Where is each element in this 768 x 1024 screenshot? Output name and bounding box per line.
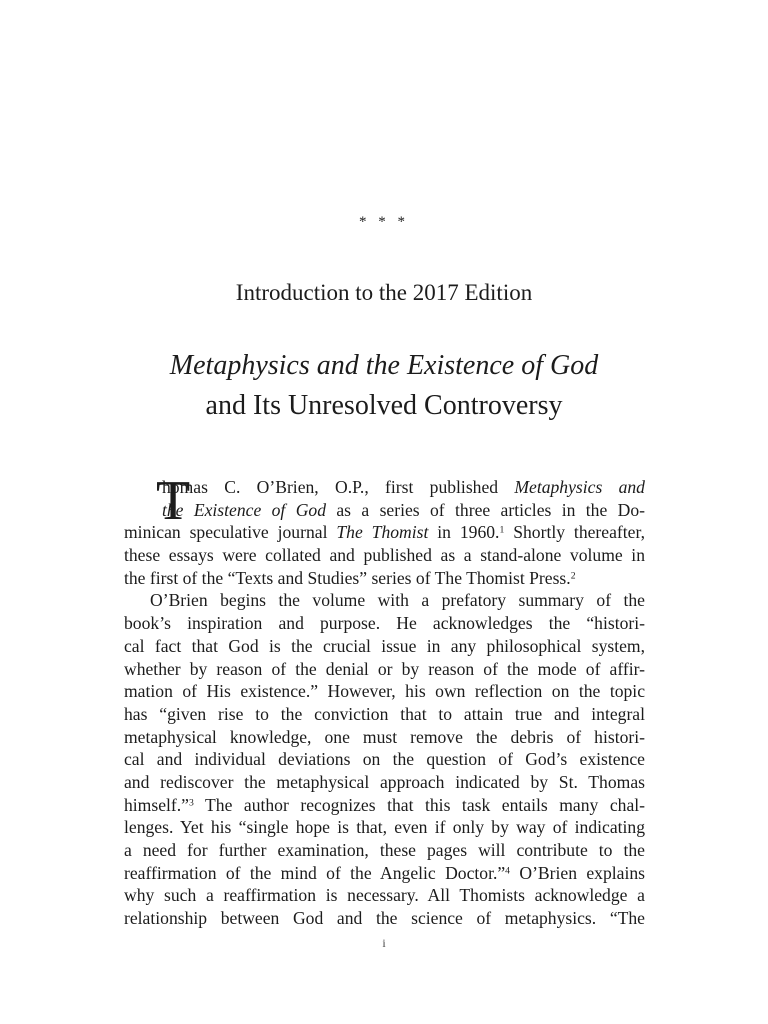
text-line: book’s inspiration and purpose. He acknowledges the “histori- xyxy=(124,613,645,634)
text-line: O’Brien begins the volume with a prefatory summary of the xyxy=(150,590,645,611)
footnote-ref: 2 xyxy=(570,570,576,582)
text-line: a need for further examination, these pages will contribute to the xyxy=(124,840,645,860)
chapter-title-line-2: and Its Unresolved Controversy xyxy=(205,390,563,421)
text-line: and rediscover the metaphysical approach indicated by St. Thomas xyxy=(124,771,645,792)
paragraph-2 xyxy=(124,589,645,929)
chapter-title-line-1: Metaphysics and the Existence of God xyxy=(169,350,599,381)
drop-cap: T xyxy=(156,470,191,532)
text-line: metaphysical knowledge, one must remove the debris of histori- xyxy=(124,726,645,747)
footnote-ref: 3 xyxy=(188,797,194,809)
text-line: has “given rise to the conviction that to attain true and integral xyxy=(124,703,645,724)
text-line: these essays were collated and published as a stand-alone volume in xyxy=(124,545,645,566)
section-kicker: Introduction to the 2017 Edition xyxy=(235,280,533,305)
text-line: the first of the “Texts and Studies” series of The Thomist Press.$^2$ xyxy=(124,567,576,588)
text-line: homas C. O’Brien, O.P., first published Metaphysics and xyxy=(162,477,645,497)
page-number: i xyxy=(382,936,386,950)
text-line: relationship between God and the science of metaphysics. “The xyxy=(124,908,645,929)
text-line: why such a reaffirmation is necessary. All Thomists acknowledge a xyxy=(124,885,645,906)
paragraph-1 xyxy=(124,470,646,589)
text-line: lenges. Yet his “single hope is that, even if only by way of indicating xyxy=(124,817,645,838)
text-line: himself.”$^3$ The author recognizes that this task entails many chal- xyxy=(124,794,645,815)
section-ornament: * * * xyxy=(359,214,409,230)
text-line: mation of His existence.” However, his own reflection on the topic xyxy=(124,681,645,702)
text-line: the Existence of God as a series of three articles in the Do- xyxy=(162,499,646,520)
chapter-title xyxy=(0,346,768,426)
text-line: minican speculative journal The Thomist in 1960.$^1$ Shortly thereafter, xyxy=(124,522,646,543)
text-line: whether by reason of the denial or by reason of the mode of affir- xyxy=(124,658,645,679)
footnote-ref: 4 xyxy=(505,865,511,877)
footnote-ref: 1 xyxy=(499,525,505,537)
body-text xyxy=(124,470,646,930)
text-line: reaffirmation of the mind of the Angelic Doctor.”$^4$ O’Brien explains xyxy=(124,862,645,883)
text-line: cal and individual deviations on the question of God’s existence xyxy=(124,749,645,770)
text-line: cal fact that God is the crucial issue in any philosophical system, xyxy=(124,635,645,656)
